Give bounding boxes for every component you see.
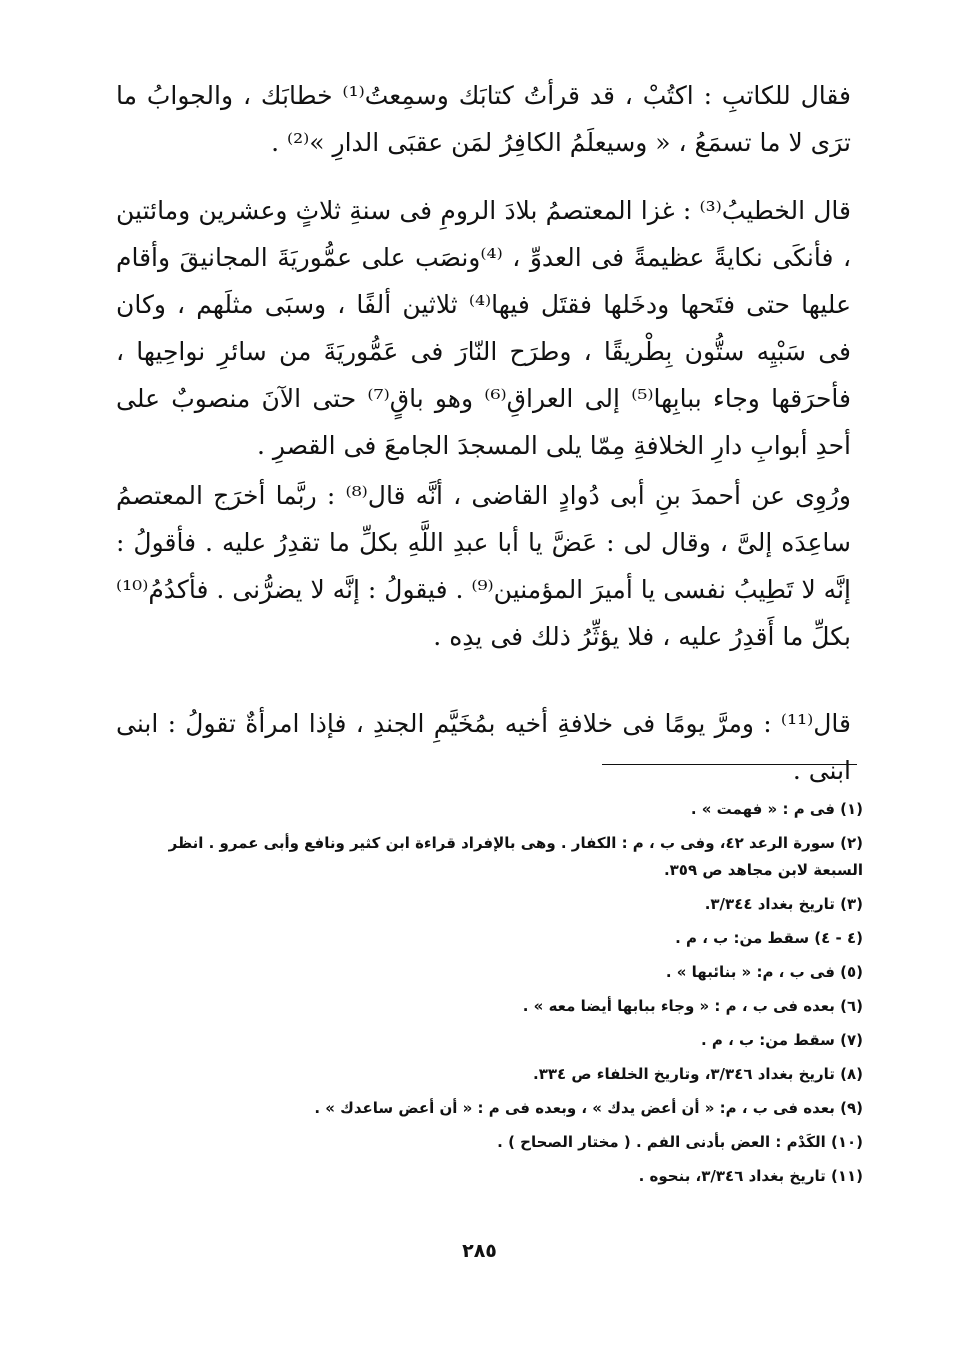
footnote: (٤ - ٤) سقط من: ب ، م . [675, 929, 863, 947]
footnote: (٩) بعده فى ب ، م: « أن أعض يدك » ، وبعده فى م : « أن أعض ساعدك » . [314, 1099, 863, 1117]
footnote: (٢) سورة الرعد ٤٢، وفى ب ، م : الكفار . وهى بالإفراد قراءة ابن كثير ونافع وأبى عمرو . انظر السبعة لابن مجاهد ص ٣٥٩. [168, 834, 863, 879]
body-paragraph: قال⁽¹¹⁾ : ومرَّ يومًا فى خلافةِ أخيه بمُخَيَّمِ الجندِ ، فإذا امرأةٌ تقولُ : ابنى ابنى . [116, 709, 851, 785]
footnotes-list [118, 792, 863, 1193]
body-paragraph: ورُوِى عن أحمدَ بنِ أبى دُوادٍ القاضى ، أنَّه قال⁽⁸⁾ : ربَّما أخرَج المعتصمُ ساعِدَه إلىَّ ، وقال لى : عَضَّ يا أبا عبدِ اللَّهِ بكلِّ ما تقدِرُ عليه . فأقولُ : إنَّه لا تَطِيبُ نفسى يا أميرَ المؤمنين⁽⁹⁾ . فيقولُ : إنَّه لا يضرُّنى . فأكدُمُ⁽¹⁰⁾ بكلِّ ما أَقدِرُ عليه ، فلا يؤثِّرُ ذلك فى يدِه . [116, 481, 851, 651]
footnote: (٦) بعده فى ب ، م : « وجاء ببابها أيضا معه » . [522, 997, 863, 1015]
footnote: (٥) فى ب ، م: « بنائبها » . [665, 963, 863, 981]
footnote: (٨) تاريخ بغداد ٣/٣٤٦، وتاريخ الخلفاء ص ٣٣٤. [532, 1065, 863, 1083]
page-number: ٢٨٥ [462, 1240, 497, 1262]
footnote-divider [602, 764, 857, 765]
body-paragraph: قال الخطيبُ⁽³⁾ : غزا المعتصمُ بلادَ الرومِ فى سنةِ ثلاثٍ وعشرين ومائتين ، فأنكَى نكايةً عظيمةً فى العدوِّ ، ⁽⁴⁾ونصَب على عمُّوريَةَ المجانيقَ وأقام عليها حتى فتَحها ودخَلها فقتَل فيها⁽⁴⁾ ثلاثين ألفًا ، وسبَى مثلَهم ، وكان فى سَبْيِه ستُّون بِطْريقًا ، وطرَح النّارَ فى عَمُّوريَةَ من سائرِ نواحِيها ، فأحرَقها وجاء ببابِها⁽⁵⁾ إلى العراقِ⁽⁶⁾ وهو باقٍ⁽⁷⁾ حتى الآنَ منصوبٌ على أحدِ أبوابِ دارِ الخلافةِ مِمّا يلى المسجدَ الجامعَ فى القصرِ . [116, 196, 852, 460]
body-paragraph: فقال للكاتبِ : اكتُبْ ، قد قرأتُ كتابَك وسمِعتُ⁽¹⁾ خطابَك ، والجوابُ ما ترَى لا ما تسمَعُ ، « وسيعلَمُ الكافِرُ لمَن عقبَى الدارِ »⁽²⁾ . [116, 81, 852, 157]
footnote: (١٠) الكَدْم : العض بأدنى الفم . ( مختار الصحاح ) . [497, 1133, 863, 1151]
footnote: (١) فى م : « فهمت » . [690, 800, 863, 818]
footnote: (٣) تاريخ بغداد ٣/٣٤٤. [704, 895, 863, 913]
footnote: (٧) سقط من: ب ، م . [700, 1031, 863, 1049]
footnote: (١١) تاريخ بغداد ٣/٣٤٦، بنحوه . [638, 1167, 863, 1185]
